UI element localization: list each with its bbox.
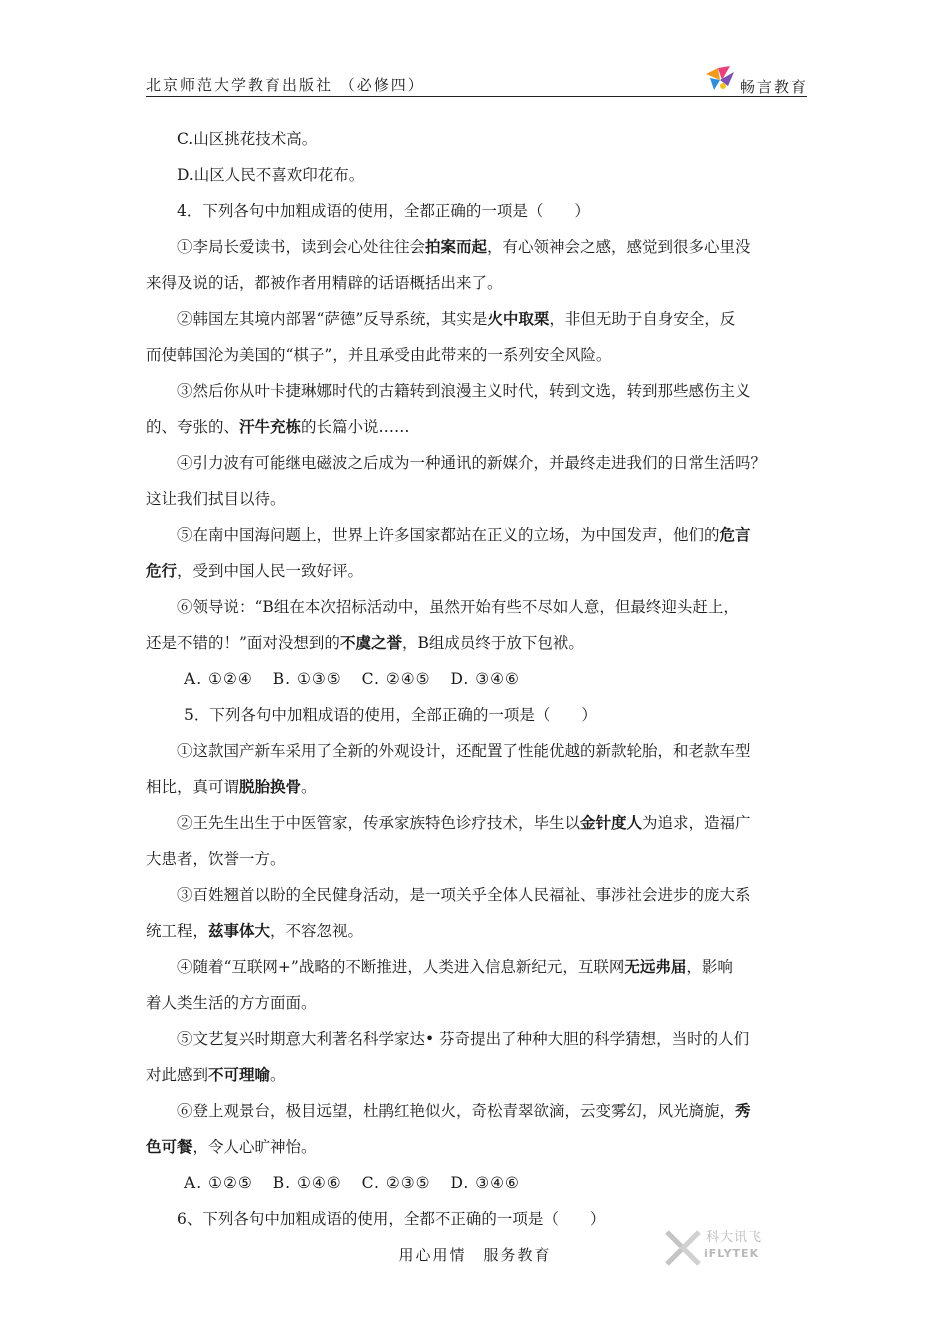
q4-stem: 4．下列各句中加粗成语的使用，全都正确的一项是（ ）	[177, 202, 590, 220]
bold-idiom: 金针度人	[580, 813, 643, 832]
bold-idiom: 秀	[735, 1101, 751, 1120]
q3-option-c: C.山区挑花技术高。	[177, 130, 318, 148]
q4-option-c: C. ②④⑤	[361, 670, 431, 688]
q5-sentence-6-cont	[146, 1129, 807, 1165]
bold-idiom: 火中取栗	[487, 309, 550, 328]
q5-option-d: D. ③④⑥	[450, 1174, 520, 1192]
bold-idiom: 汗牛充栋	[239, 417, 302, 436]
text-span: 为追求，造福广	[642, 814, 751, 832]
bold-idiom: 拍案而起	[425, 237, 488, 256]
q4-option-d: D. ③④⑥	[450, 670, 520, 688]
q5-sentence-1: ①这款国产新车采用了全新的外观设计，还配置了性能优越的新款轮胎，和老款车型	[177, 742, 751, 760]
text-span: 对此感到	[146, 1066, 209, 1084]
q4-sentence-6: ⑥领导说：“B组在本次招标活动中，虽然开始有些不尽如人意，但最终迎头赶上，	[177, 598, 739, 616]
q5-option-a: A. ①②⑤	[184, 1174, 253, 1192]
q5-sentence-3-cont	[146, 913, 807, 949]
q4-sentence-5	[146, 517, 807, 553]
bold-idiom: 脱胎换骨	[239, 777, 302, 796]
bold-idiom: 不虞之誉	[339, 633, 402, 652]
text-span: 的长篇小说……	[301, 418, 410, 436]
q5-sentence-4	[146, 949, 807, 985]
bold-idiom: 危行	[146, 561, 178, 580]
bold-idiom: 兹事体大	[208, 921, 271, 940]
q4-sentence-1	[146, 229, 807, 265]
header-title: 北京师范大学教育出版社 （必修四）	[146, 76, 425, 94]
q4-sentence-3: ③然后你从叶卡捷琳娜时代的古籍转到浪漫主义时代，转到文选，转到那些感伤主义	[177, 382, 751, 400]
text-span: ，影响	[686, 958, 733, 976]
q4-sentence-4-cont: 这让我们拭目以待。	[146, 490, 286, 508]
text-span: 。	[270, 1066, 286, 1084]
text-span: ②韩国左其境内部署“萨德”反导系统，其实是	[177, 310, 488, 328]
q4-option-a: A. ①②④	[184, 670, 253, 688]
q5-sentence-4-cont: 着人类生活的方方面面。	[146, 994, 317, 1012]
q4-sentence-4: ④引力波有可能继电磁波之后成为一种通讯的新媒介，并最终走进我们的日常生活吗？	[177, 454, 767, 472]
text-span: ，B组成员终于放下包袱。	[401, 634, 584, 652]
q5-sentence-1-cont	[146, 769, 807, 805]
q5-options	[146, 1165, 807, 1201]
bold-idiom: 色可餐	[146, 1137, 193, 1156]
footer-logo-cn: 科大讯飞	[706, 1230, 763, 1245]
q5-sentence-6	[146, 1093, 807, 1129]
footer-slogan: 用心用情 服务教育	[398, 1246, 552, 1264]
q4-sentence-2	[146, 301, 807, 337]
text-span: ，非但无助于自身安全，反	[549, 310, 736, 328]
q6-stem: 6、下列各句中加粗成语的使用，全都不正确的一项是（ ）	[177, 1210, 606, 1228]
text-span: 相比，真可谓	[146, 778, 240, 796]
q4-sentence-6-cont	[146, 625, 807, 661]
q5-option-c: C. ②③⑤	[361, 1174, 431, 1192]
changyan-logo-icon	[704, 64, 738, 94]
text-span: 还是不错的！”面对没想到的	[146, 634, 340, 652]
q4-sentence-2-cont: 而使韩国沦为美国的“棋子”，并且承受由此带来的一系列安全风险。	[146, 346, 612, 364]
text-span: ⑥登上观景台，极目远望，杜鹃红艳似火，奇松青翠欲滴，云变雾幻，风光旖旎，	[177, 1102, 736, 1120]
q4-options	[146, 661, 807, 697]
bold-idiom: 危言	[719, 525, 751, 544]
text-span: ①李局长爱读书，读到会心处往往会	[177, 238, 426, 256]
footer-logo-en: iFLYTEK	[704, 1247, 760, 1260]
q5-sentence-3: ③百姓翘首以盼的全民健身活动，是一项关乎全体人民福祉、事涉社会进步的庞大系	[177, 886, 751, 904]
bold-idiom: 无远弗届	[624, 957, 687, 976]
text-span: ⑤在南中国海问题上，世界上许多国家都站在正义的立场，为中国发声，他们的	[177, 526, 720, 544]
header-divider	[146, 96, 807, 97]
text-span: ，有心领神会之感，感觉到很多心里没	[487, 238, 751, 256]
document-body	[146, 121, 807, 1237]
q5-sentence-5: ⑤文艺复兴时期意大利著名科学家达• 芬奇提出了种种大胆的科学猜想，当时的人们	[177, 1030, 750, 1048]
q4-sentence-1-cont: 来得及说的话，都被作者用精辟的话语概括出来了。	[146, 274, 503, 292]
text-span: ，受到中国人民一致好评。	[177, 562, 364, 580]
q4-sentence-5-cont	[146, 553, 807, 589]
q4-sentence-3-cont	[146, 409, 807, 445]
text-span: ②王先生出生于中医管家，传承家族特色诊疗技术，毕生以	[177, 814, 581, 832]
text-span: 。	[301, 778, 317, 796]
q3-option-d: D.山区人民不喜欢印花布。	[177, 166, 365, 184]
q5-sentence-2-cont: 大患者，饮誉一方。	[146, 850, 286, 868]
q5-sentence-5-cont	[146, 1057, 807, 1093]
text-span: ，不容忽视。	[270, 922, 364, 940]
q4-option-b: B. ①③⑤	[272, 670, 342, 688]
text-span: 统工程，	[146, 922, 209, 940]
text-span: ④随着“互联网+”战略的不断推进，人类进入信息新纪元，互联网	[177, 958, 625, 976]
text-span: 的、夸张的、	[146, 418, 240, 436]
header-brand: 畅言教育	[740, 78, 809, 96]
q5-stem: 5．下列各句中加粗成语的使用，全部正确的一项是（ ）	[184, 706, 597, 724]
bold-idiom: 不可理喻	[208, 1065, 271, 1084]
text-span: ，令人心旷神怡。	[192, 1138, 317, 1156]
q5-option-b: B. ①④⑥	[272, 1174, 342, 1192]
q5-sentence-2	[146, 805, 807, 841]
